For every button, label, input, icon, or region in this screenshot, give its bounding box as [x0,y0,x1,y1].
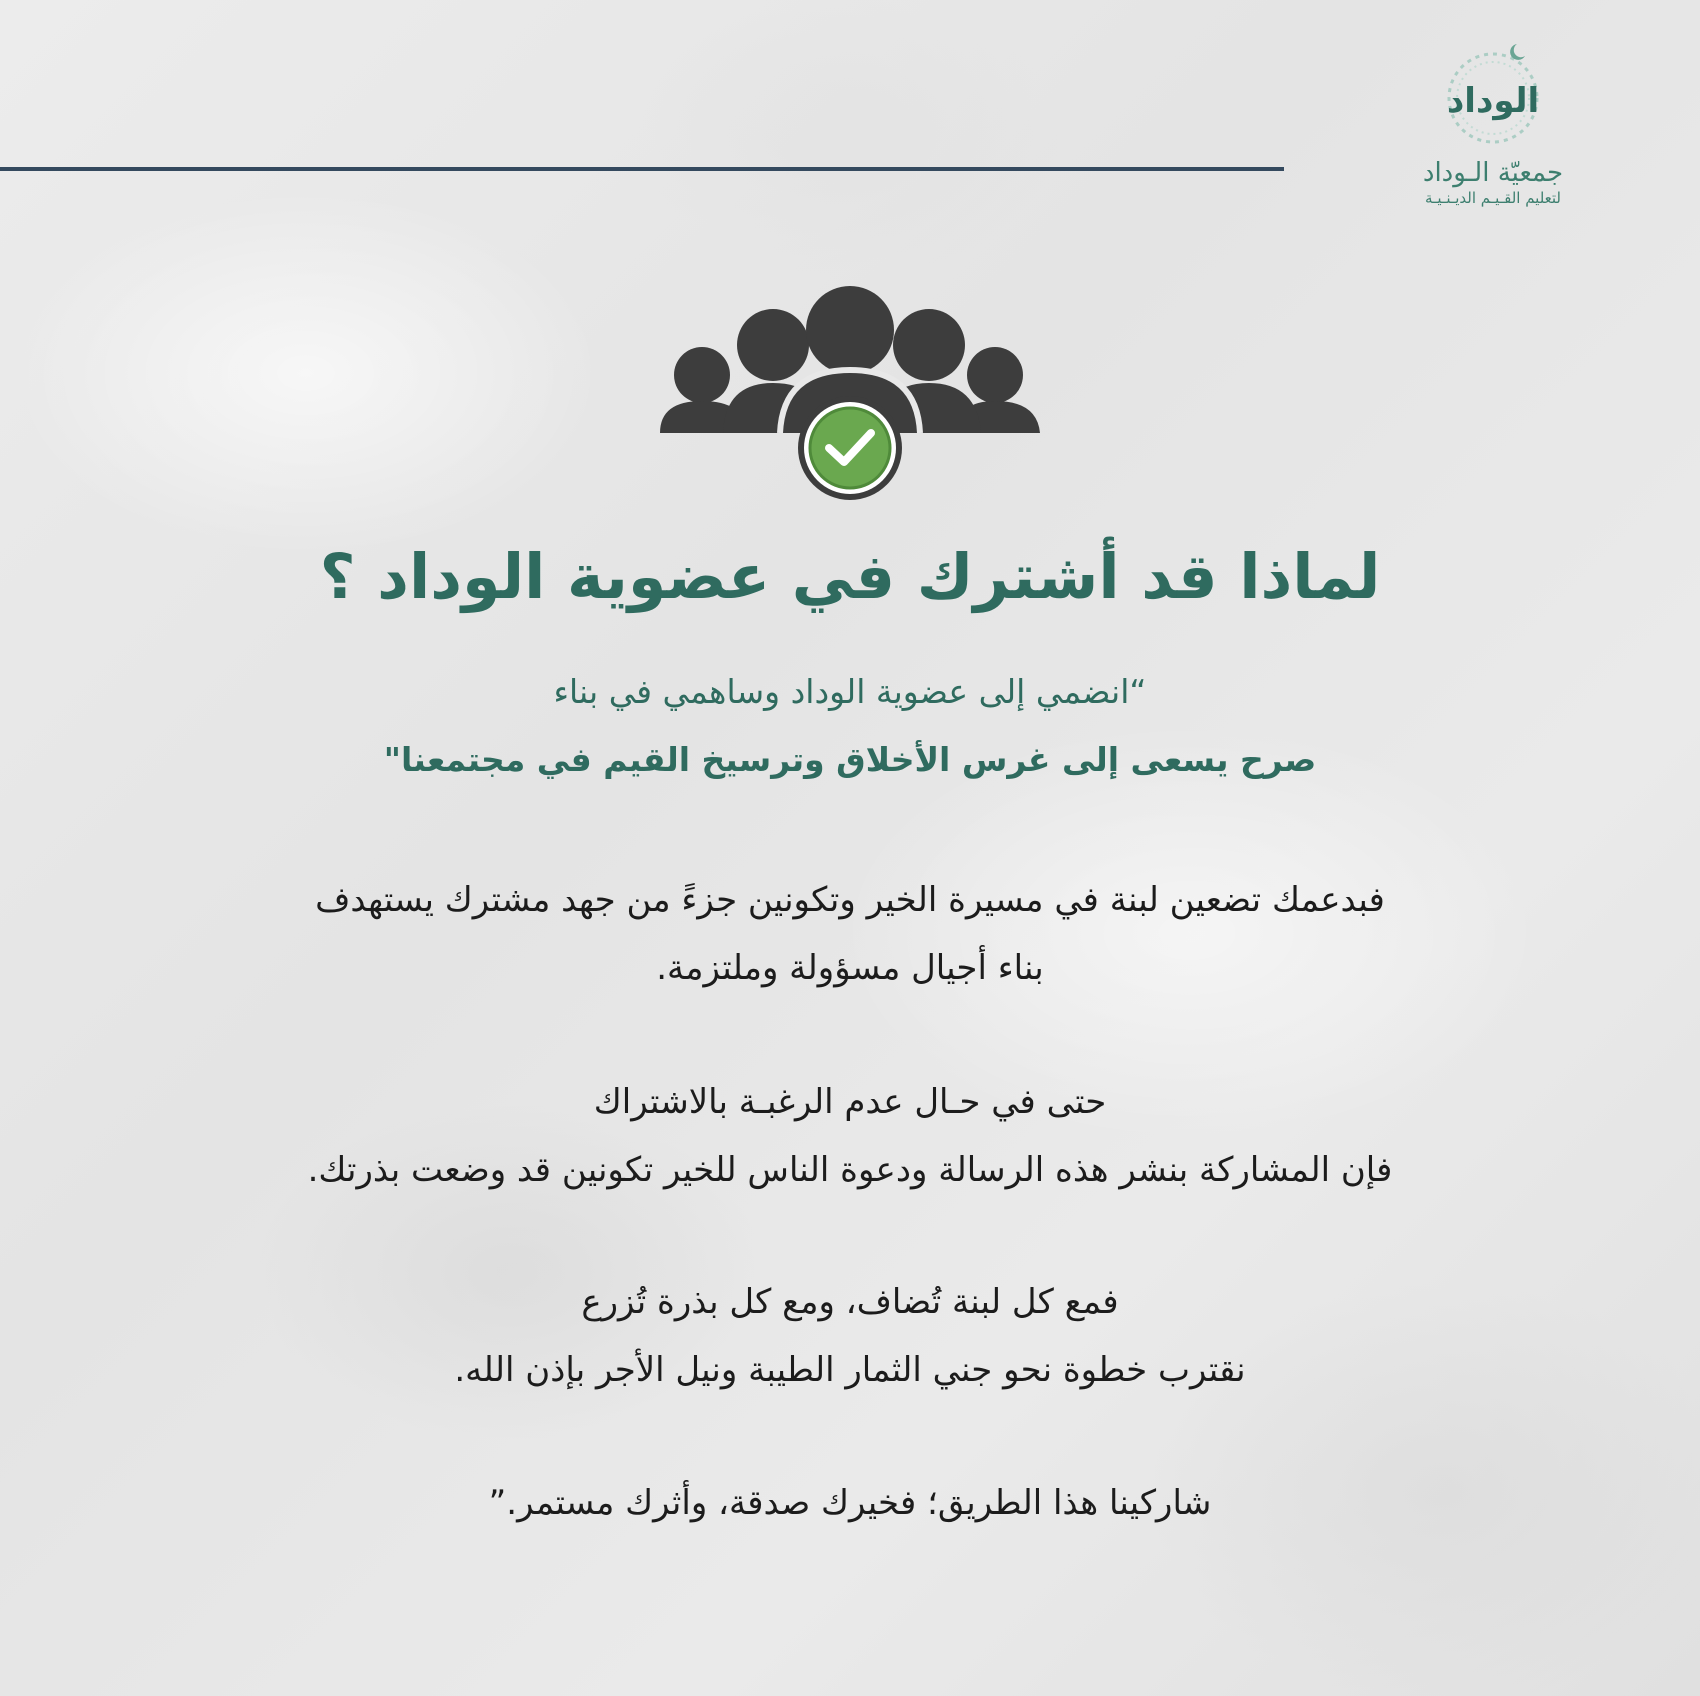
org-name: جمعيّة الـوداد [1422,158,1564,188]
org-logo [1398,38,1588,207]
paragraph-support [0,866,1700,1002]
page-title: لماذا قد أشترك في عضوية الوداد ؟ [319,540,1381,613]
paragraph-line: فبدعمك تضعين لبنة في مسيرة الخير وتكونين جزءً من جهد مشترك يستهدف [315,880,1385,920]
quote-line-1: “انضمي إلى عضوية الوداد وساهمي في بناء [553,672,1147,711]
group-members-check-icon [655,285,1045,505]
paragraph-line: نقترب خطوة نحو جني الثمار الطيبة ونيل الأجر بإذن الله. [454,1350,1246,1390]
logo-emblem-icon [1433,38,1553,148]
paragraph-closing [0,1469,1700,1537]
quote-line-2: صرح يسعى إلى غرس الأخلاق وترسيخ القيم في مجتمعنا" [383,740,1317,779]
org-subtitle: لتعليم القـيـم الديـنـيـة [1424,189,1562,208]
paragraph-line: بناء أجيال مسؤولة وملتزمة. [656,948,1044,988]
top-divider [0,167,1284,171]
paragraph-sharing [0,1068,1700,1204]
paragraph-reward [0,1268,1700,1404]
paragraph-line: فإن المشاركة بنشر هذه الرسالة ودعوة الناس للخير تكونين قد وضعت بذرتك. [307,1150,1393,1190]
logo-calligraphy: الوداد [1446,81,1540,121]
paragraph-line: شاركينا هذا الطريق؛ فخيرك صدقة، وأثرك مستمر.” [488,1483,1212,1523]
paragraph-line: فمع كل لبنة تُضاف، ومع كل بذرة تُزرع [581,1282,1119,1322]
paragraph-line: حتى في حـال عدم الرغبـة بالاشتراك [593,1082,1107,1122]
